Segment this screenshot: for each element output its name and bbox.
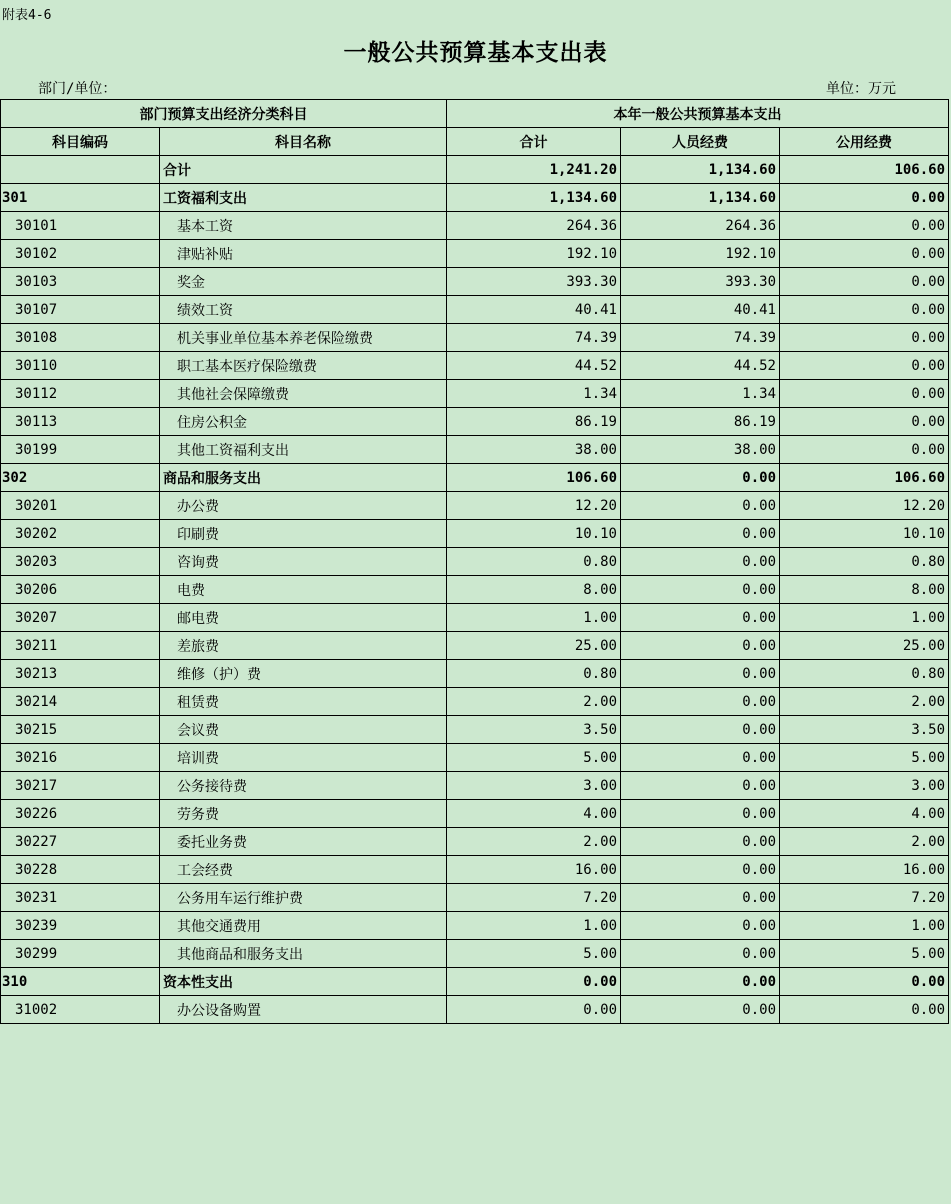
cell-total: 0.00 <box>447 996 621 1024</box>
cell-public: 25.00 <box>780 632 949 660</box>
cell-total: 393.30 <box>447 268 621 296</box>
cell-code: 30239 <box>1 912 160 940</box>
cell-personnel: 0.00 <box>621 744 780 772</box>
cell-personnel: 0.00 <box>621 828 780 856</box>
cell-total: 1,241.20 <box>447 156 621 184</box>
cell-code: 30299 <box>1 940 160 968</box>
cell-name: 奖金 <box>160 268 447 296</box>
cell-public: 0.00 <box>780 996 949 1024</box>
cell-code: 30231 <box>1 884 160 912</box>
cell-personnel: 0.00 <box>621 716 780 744</box>
cell-public: 3.50 <box>780 716 949 744</box>
cell-personnel: 0.00 <box>621 884 780 912</box>
table-row <box>1 996 949 1024</box>
cell-public: 106.60 <box>780 156 949 184</box>
cell-personnel: 0.00 <box>621 632 780 660</box>
cell-public: 0.00 <box>780 184 949 212</box>
table-row <box>1 716 949 744</box>
table-row <box>1 828 949 856</box>
cell-code <box>1 156 160 184</box>
cell-personnel: 86.19 <box>621 408 780 436</box>
cell-personnel: 0.00 <box>621 520 780 548</box>
cell-public: 5.00 <box>780 744 949 772</box>
table-row <box>1 156 949 184</box>
cell-name: 公务接待费 <box>160 772 447 800</box>
cell-name: 资本性支出 <box>160 968 447 996</box>
table-row <box>1 800 949 828</box>
cell-code: 301 <box>1 184 160 212</box>
table-row <box>1 268 949 296</box>
unit-label: 单位：万元 <box>826 81 896 97</box>
cell-personnel: 0.00 <box>621 548 780 576</box>
cell-public: 0.00 <box>780 212 949 240</box>
cell-public: 0.00 <box>780 408 949 436</box>
table-row <box>1 968 949 996</box>
appendix-label: 附表4-6 <box>2 8 52 23</box>
cell-name: 办公费 <box>160 492 447 520</box>
cell-public: 0.80 <box>780 548 949 576</box>
cell-public: 0.00 <box>780 436 949 464</box>
cell-name: 培训费 <box>160 744 447 772</box>
page-title: 一般公共预算基本支出表 <box>343 39 608 66</box>
table-row <box>1 688 949 716</box>
table-row <box>1 660 949 688</box>
cell-personnel: 0.00 <box>621 912 780 940</box>
table-row <box>1 436 949 464</box>
cell-personnel: 0.00 <box>621 576 780 604</box>
cell-public: 4.00 <box>780 800 949 828</box>
header-total: 合计 <box>447 128 621 156</box>
cell-public: 1.00 <box>780 604 949 632</box>
table-row <box>1 380 949 408</box>
cell-name: 办公设备购置 <box>160 996 447 1024</box>
cell-personnel: 0.00 <box>621 968 780 996</box>
cell-total: 5.00 <box>447 744 621 772</box>
cell-code: 30112 <box>1 380 160 408</box>
cell-personnel: 0.00 <box>621 996 780 1024</box>
cell-code: 30107 <box>1 296 160 324</box>
header-personnel: 人员经费 <box>621 128 780 156</box>
cell-total: 0.80 <box>447 660 621 688</box>
cell-total: 264.36 <box>447 212 621 240</box>
cell-name: 租赁费 <box>160 688 447 716</box>
cell-public: 106.60 <box>780 464 949 492</box>
cell-total: 3.00 <box>447 772 621 800</box>
cell-name: 公务用车运行维护费 <box>160 884 447 912</box>
cell-personnel: 264.36 <box>621 212 780 240</box>
cell-total: 10.10 <box>447 520 621 548</box>
table-row <box>1 324 949 352</box>
cell-total: 12.20 <box>447 492 621 520</box>
table-row <box>1 576 949 604</box>
cell-public: 7.20 <box>780 884 949 912</box>
table-row <box>1 772 949 800</box>
cell-total: 40.41 <box>447 296 621 324</box>
cell-code: 30113 <box>1 408 160 436</box>
cell-personnel: 0.00 <box>621 604 780 632</box>
table-row <box>1 464 949 492</box>
cell-public: 8.00 <box>780 576 949 604</box>
budget-table <box>0 99 949 1024</box>
cell-total: 1,134.60 <box>447 184 621 212</box>
cell-name: 基本工资 <box>160 212 447 240</box>
cell-personnel: 0.00 <box>621 688 780 716</box>
cell-public: 5.00 <box>780 940 949 968</box>
cell-code: 30207 <box>1 604 160 632</box>
cell-name: 邮电费 <box>160 604 447 632</box>
cell-code: 30217 <box>1 772 160 800</box>
cell-personnel: 0.00 <box>621 772 780 800</box>
header-code: 科目编码 <box>1 128 160 156</box>
table-row <box>1 184 949 212</box>
cell-total: 2.00 <box>447 688 621 716</box>
cell-name: 会议费 <box>160 716 447 744</box>
cell-total: 2.00 <box>447 828 621 856</box>
department-label: 部门/单位： <box>38 81 117 97</box>
cell-code: 30216 <box>1 744 160 772</box>
cell-name: 绩效工资 <box>160 296 447 324</box>
cell-total: 106.60 <box>447 464 621 492</box>
cell-public: 3.00 <box>780 772 949 800</box>
cell-personnel: 1,134.60 <box>621 184 780 212</box>
cell-personnel: 192.10 <box>621 240 780 268</box>
cell-total: 1.34 <box>447 380 621 408</box>
cell-personnel: 0.00 <box>621 464 780 492</box>
cell-personnel: 44.52 <box>621 352 780 380</box>
cell-name: 工资福利支出 <box>160 184 447 212</box>
cell-name: 印刷费 <box>160 520 447 548</box>
cell-name: 电费 <box>160 576 447 604</box>
cell-name: 住房公积金 <box>160 408 447 436</box>
cell-name: 委托业务费 <box>160 828 447 856</box>
cell-code: 30203 <box>1 548 160 576</box>
table-row <box>1 856 949 884</box>
cell-public: 1.00 <box>780 912 949 940</box>
cell-name: 其他工资福利支出 <box>160 436 447 464</box>
cell-total: 4.00 <box>447 800 621 828</box>
cell-public: 0.00 <box>780 352 949 380</box>
cell-name: 其他交通费用 <box>160 912 447 940</box>
cell-code: 30103 <box>1 268 160 296</box>
cell-code: 30202 <box>1 520 160 548</box>
table-row <box>1 296 949 324</box>
cell-public: 0.00 <box>780 380 949 408</box>
cell-name: 机关事业单位基本养老保险缴费 <box>160 324 447 352</box>
table-row <box>1 212 949 240</box>
cell-code: 30214 <box>1 688 160 716</box>
cell-total: 1.00 <box>447 604 621 632</box>
cell-code: 30215 <box>1 716 160 744</box>
table-row <box>1 744 949 772</box>
cell-total: 16.00 <box>447 856 621 884</box>
cell-code: 30213 <box>1 660 160 688</box>
cell-code: 30201 <box>1 492 160 520</box>
cell-name: 合计 <box>160 156 447 184</box>
table-row <box>1 604 949 632</box>
cell-public: 0.00 <box>780 268 949 296</box>
cell-personnel: 0.00 <box>621 660 780 688</box>
header-group-classification: 部门预算支出经济分类科目 <box>1 100 447 128</box>
cell-name: 工会经费 <box>160 856 447 884</box>
cell-personnel: 38.00 <box>621 436 780 464</box>
cell-name: 咨询费 <box>160 548 447 576</box>
cell-name: 维修（护）费 <box>160 660 447 688</box>
cell-public: 16.00 <box>780 856 949 884</box>
cell-code: 30227 <box>1 828 160 856</box>
cell-total: 0.00 <box>447 968 621 996</box>
cell-total: 3.50 <box>447 716 621 744</box>
cell-code: 30101 <box>1 212 160 240</box>
cell-total: 1.00 <box>447 912 621 940</box>
cell-personnel: 40.41 <box>621 296 780 324</box>
cell-code: 30108 <box>1 324 160 352</box>
cell-total: 0.80 <box>447 548 621 576</box>
cell-personnel: 393.30 <box>621 268 780 296</box>
header-public: 公用经费 <box>780 128 949 156</box>
cell-code: 30211 <box>1 632 160 660</box>
cell-code: 310 <box>1 968 160 996</box>
cell-total: 25.00 <box>447 632 621 660</box>
cell-personnel: 0.00 <box>621 940 780 968</box>
table-row <box>1 492 949 520</box>
cell-code: 30206 <box>1 576 160 604</box>
cell-code: 31002 <box>1 996 160 1024</box>
cell-name: 劳务费 <box>160 800 447 828</box>
cell-personnel: 74.39 <box>621 324 780 352</box>
cell-personnel: 1,134.60 <box>621 156 780 184</box>
cell-name: 职工基本医疗保险缴费 <box>160 352 447 380</box>
cell-total: 5.00 <box>447 940 621 968</box>
cell-personnel: 0.00 <box>621 856 780 884</box>
cell-total: 74.39 <box>447 324 621 352</box>
table-row <box>1 940 949 968</box>
cell-code: 30102 <box>1 240 160 268</box>
cell-name: 差旅费 <box>160 632 447 660</box>
cell-personnel: 0.00 <box>621 492 780 520</box>
table-row <box>1 408 949 436</box>
cell-code: 30226 <box>1 800 160 828</box>
table-row <box>1 912 949 940</box>
table-row <box>1 548 949 576</box>
header-group-basic-expenditure: 本年一般公共预算基本支出 <box>447 100 949 128</box>
table-row <box>1 632 949 660</box>
cell-total: 86.19 <box>447 408 621 436</box>
cell-name: 津贴补贴 <box>160 240 447 268</box>
cell-total: 192.10 <box>447 240 621 268</box>
cell-name: 其他商品和服务支出 <box>160 940 447 968</box>
cell-public: 2.00 <box>780 828 949 856</box>
cell-public: 12.20 <box>780 492 949 520</box>
cell-total: 8.00 <box>447 576 621 604</box>
cell-code: 30199 <box>1 436 160 464</box>
cell-total: 38.00 <box>447 436 621 464</box>
table-row <box>1 884 949 912</box>
cell-name: 其他社会保障缴费 <box>160 380 447 408</box>
cell-code: 302 <box>1 464 160 492</box>
cell-total: 7.20 <box>447 884 621 912</box>
cell-public: 0.00 <box>780 240 949 268</box>
cell-name: 商品和服务支出 <box>160 464 447 492</box>
cell-total: 44.52 <box>447 352 621 380</box>
cell-public: 0.80 <box>780 660 949 688</box>
cell-public: 0.00 <box>780 296 949 324</box>
cell-personnel: 1.34 <box>621 380 780 408</box>
table-row <box>1 520 949 548</box>
cell-public: 10.10 <box>780 520 949 548</box>
header-name: 科目名称 <box>160 128 447 156</box>
cell-personnel: 0.00 <box>621 800 780 828</box>
table-row <box>1 352 949 380</box>
cell-code: 30228 <box>1 856 160 884</box>
cell-public: 0.00 <box>780 968 949 996</box>
cell-public: 0.00 <box>780 324 949 352</box>
cell-public: 2.00 <box>780 688 949 716</box>
table-row <box>1 240 949 268</box>
cell-code: 30110 <box>1 352 160 380</box>
